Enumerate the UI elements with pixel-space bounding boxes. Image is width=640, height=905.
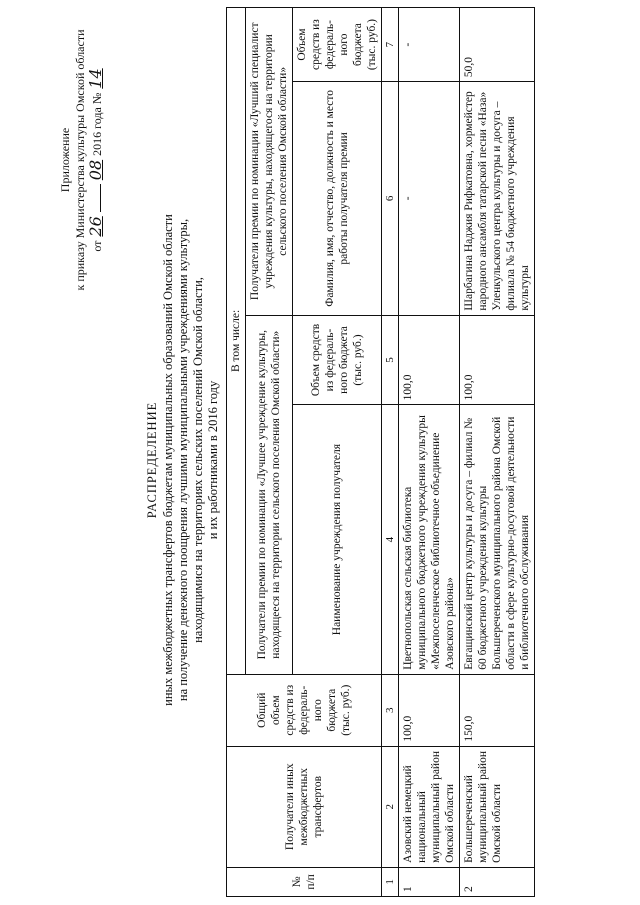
appendix-order-line: к приказу Министерства культуры Омской области <box>73 29 87 291</box>
row-institution-amount: 100,0 <box>460 315 535 405</box>
column-number: 4 <box>382 405 399 674</box>
row-total: 100,0 <box>399 674 460 746</box>
header-specialist-name: Фамилия, имя, отчество, должность и место работы получателя премии <box>293 82 382 315</box>
heading-line-1: иных межбюджетных трансфертов бюджетам муниципальных образований Омской области <box>161 214 175 706</box>
row-institution-name: Цветнопольская сельская библиотека муниципального бюджетного учреждения культуры «Межпоселенческое библиотечное объединение Азовского района» <box>399 405 460 674</box>
column-number: 5 <box>382 315 399 405</box>
row-specialist-amount: - <box>399 8 460 82</box>
header-specialist-amount: Объем средств из федераль-ного бюджета (тыс. руб.) <box>293 8 382 82</box>
appendix-block <box>58 15 105 305</box>
row-number: 2 <box>460 867 535 896</box>
row-specialist-name: Шарбагина Наджия Рифкатовна, хормейстер народного ансамбля татарской песни «Наза» Уленкульского центра культуры и досуга – филиала № 54 бюджетного учреждения культуры <box>460 82 535 315</box>
table-row <box>399 8 460 897</box>
column-number: 2 <box>382 746 399 867</box>
appendix-title: Приложение <box>58 127 72 193</box>
heading-line-4: и их работниками в 2016 году <box>206 380 220 540</box>
header-recipients: Получатели иных межбюджетных трансфертов <box>227 746 382 867</box>
column-number-row <box>382 8 399 897</box>
row-total: 150,0 <box>460 674 535 746</box>
column-number: 6 <box>382 82 399 315</box>
column-number: 3 <box>382 674 399 746</box>
appendix-year: 2016 года № <box>90 92 104 156</box>
appendix-ot: от <box>90 240 104 252</box>
appendix-month: 08 <box>86 159 105 181</box>
row-recipient: Азовский немецкий национальный муниципальный район Омской области <box>399 746 460 867</box>
header-best-specialist: Получатели премии по номинации «Лучший специалист учреждения культуры, находящегося на территории сельского поселения Омской области» <box>246 8 293 316</box>
row-recipient: Большереченский муниципальный район Омской области <box>460 746 535 867</box>
row-specialist-amount: 50,0 <box>460 8 535 82</box>
header-including: В том числе: <box>227 8 246 675</box>
appendix-date-line <box>88 15 105 305</box>
appendix-day: 26 <box>86 216 105 237</box>
header-institution-amount: Объем средств из федераль-ного бюджета (тыс. руб.) <box>293 315 382 405</box>
appendix-blank <box>100 184 101 212</box>
column-number: 1 <box>382 867 399 896</box>
header-total: Общий объем средств из федераль-ного бюджета (тыс. руб.) <box>227 674 382 746</box>
header-institution-name: Наименование учреждения получателя <box>293 405 382 674</box>
header-no: № п/п <box>227 867 382 896</box>
heading-line-3: находящимися на территориях сельских поселений Омской области, <box>191 277 205 643</box>
row-number: 1 <box>399 867 460 896</box>
distribution-table <box>226 7 535 897</box>
row-institution-amount: 100,0 <box>399 315 460 405</box>
heading-word: РАСПРЕДЕЛЕНИЕ <box>145 401 159 519</box>
column-number: 7 <box>382 8 399 82</box>
row-specialist-name: - <box>399 82 460 315</box>
row-institution-name: Евгащинский центр культуры и досуга – филиал № 60 бюджетного учреждения культуры Большереченского муниципального района Омской области в сфере культурно-досуговой деятельности и библиотечного обслуживания <box>460 405 535 674</box>
header-best-institution: Получатели премии по номинации «Лучшее учреждение культуры, находящееся на территории сельского поселения Омской области» <box>246 315 293 674</box>
document-heading <box>145 110 221 810</box>
heading-line-2: на получение денежного поощрения лучшими муниципальными учреждениями культуры, <box>176 218 190 702</box>
table-row <box>460 8 535 897</box>
appendix-number: 14 <box>86 68 105 89</box>
